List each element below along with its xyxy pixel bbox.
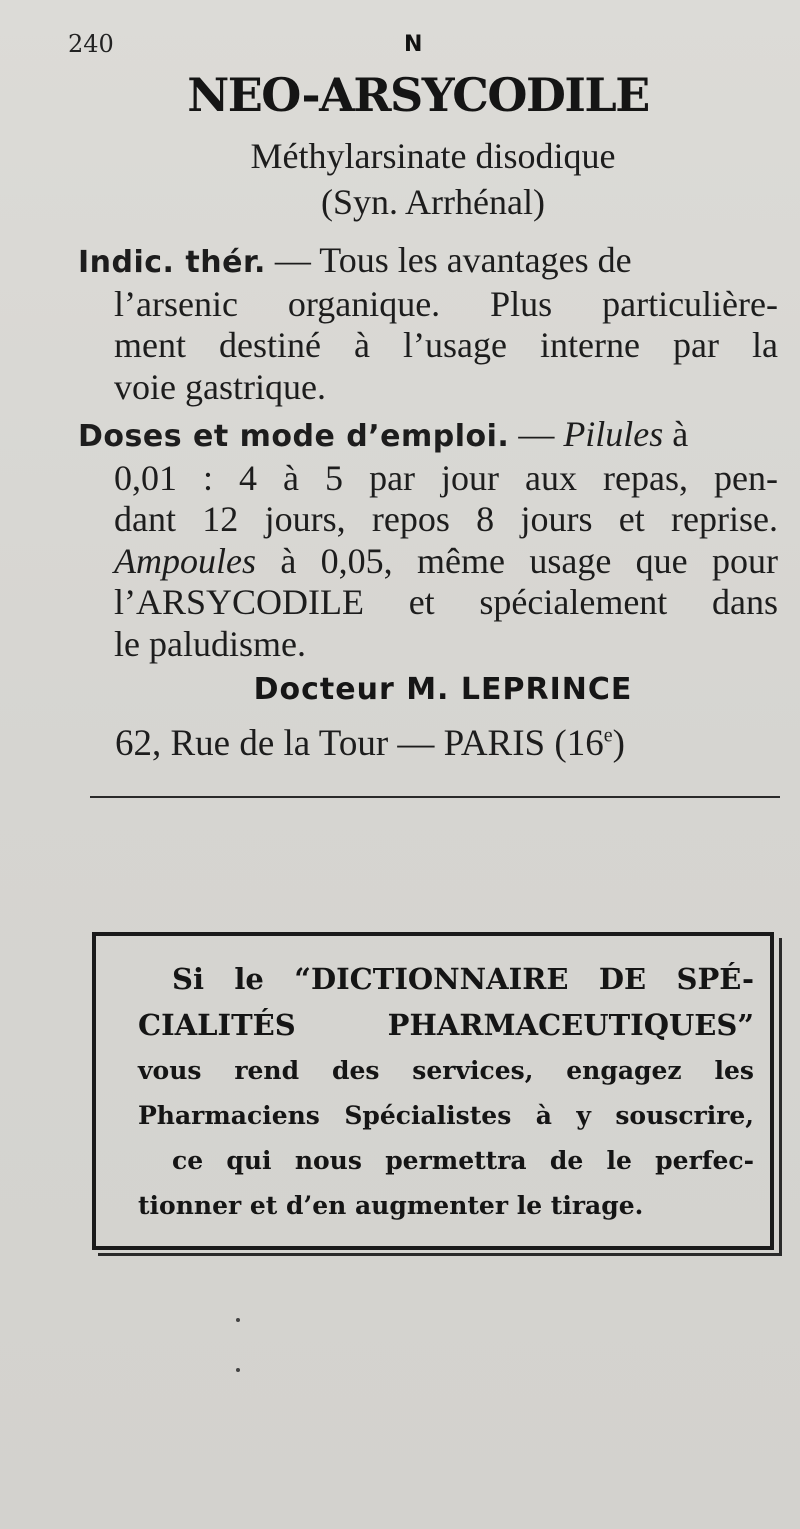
notice-line: vous rend des services, engagez les xyxy=(138,1056,754,1085)
doses-ampoules: Ampoules xyxy=(114,540,256,581)
doses-line: l’ARSYCODILE et spécialement dans xyxy=(114,582,778,622)
doses-paragraph xyxy=(78,414,778,665)
address-text: 62, Rue de la Tour — PARIS (16 xyxy=(115,723,604,764)
section-divider xyxy=(90,796,780,798)
notice-line: Pharmaciens Spécialistes à y souscrire, xyxy=(138,1101,754,1130)
product-title: NEO-ARSYCODILE xyxy=(187,68,649,122)
manufacturer-name: Docteur M. LEPRINCE xyxy=(253,672,633,707)
doses-line xyxy=(78,414,778,458)
indications-line: voie gastrique. xyxy=(114,366,326,407)
product-subtitle: Méthylarsinate disodique xyxy=(250,136,616,176)
indications-line xyxy=(78,240,778,284)
doses-line: dant 12 jours, repos 8 jours et reprise. xyxy=(114,499,778,539)
indications-paragraph xyxy=(78,240,778,408)
doses-separator: — xyxy=(509,414,564,454)
doses-line: le paludisme. xyxy=(114,623,306,664)
notice-text xyxy=(138,956,754,1228)
notice-line: CIALITÉS PHARMACEUTIQUES” xyxy=(138,1008,754,1042)
doses-pills: Pilules xyxy=(563,414,664,454)
doses-line: 0,01 : 4 à 5 par jour aux repas, pen- xyxy=(114,457,778,498)
indications-line: l’arsenic organique. Plus particulière- xyxy=(114,283,778,324)
doses-text: à xyxy=(663,414,689,454)
notice-line: tionner et d’en augmenter le tirage. xyxy=(138,1191,644,1220)
ink-speck xyxy=(236,1318,240,1322)
product-synonym: (Syn. Arrhénal) xyxy=(321,182,545,222)
notice-line: ce qui nous permettra de le perfec- xyxy=(172,1146,754,1175)
manufacturer-address xyxy=(115,722,625,765)
page-number: 240 xyxy=(68,30,114,58)
doses-line xyxy=(78,541,778,583)
indications-text: — Tous les avantages de xyxy=(265,240,632,280)
doses-text: à 0,05, même usage que pour xyxy=(255,540,778,581)
address-superscript: e xyxy=(603,724,613,747)
doses-heading: Doses et mode d’emploi. xyxy=(78,419,510,454)
indications-line: ment destiné à l’usage interne par la xyxy=(114,325,778,365)
indications-heading: Indic. thér. xyxy=(78,245,266,280)
notice-line: Si le “DICTIONNAIRE DE SPÉ- xyxy=(172,962,754,996)
address-close: ) xyxy=(612,723,625,764)
bleed-through-text xyxy=(300,820,310,867)
section-letter: N xyxy=(404,32,423,57)
ink-speck xyxy=(236,1368,240,1372)
